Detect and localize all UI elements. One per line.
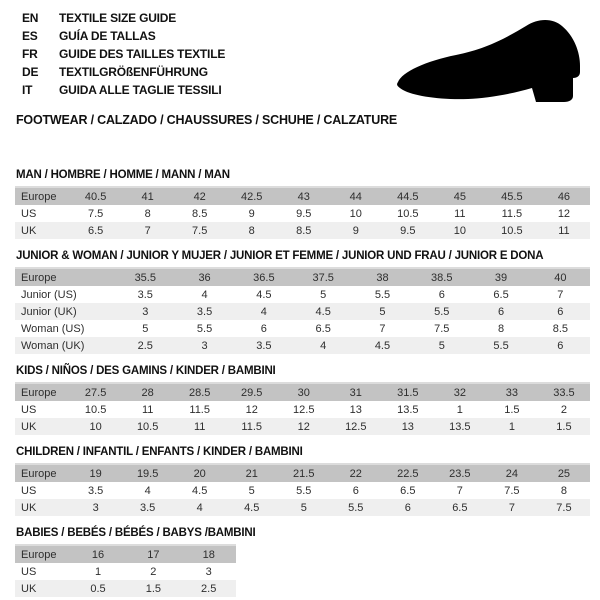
row-label: US (21, 484, 37, 497)
size-value: 31 (349, 386, 362, 399)
row-label: UK (21, 224, 37, 237)
size-value: 3.5 (137, 288, 153, 301)
size-value: 12.5 (293, 403, 315, 416)
size-value: 44.5 (397, 190, 419, 203)
language-code: EN (22, 11, 39, 25)
table-row (15, 580, 236, 597)
size-value: 6 (438, 288, 445, 301)
section-title: CHILDREN / INFANTIL / ENFANTS / KINDER / BAMBINI (16, 446, 303, 458)
size-value: 2 (150, 565, 157, 578)
size-value: 8 (560, 484, 567, 497)
language-list (22, 9, 225, 99)
row-label: Woman (US) (21, 322, 85, 335)
table-row (15, 499, 590, 516)
size-value: 4 (144, 484, 151, 497)
size-value: 5 (320, 288, 327, 301)
size-value: 12 (557, 207, 571, 220)
size-value: 4 (260, 305, 267, 318)
row-label: US (21, 207, 37, 220)
row-label: Europe (21, 548, 57, 561)
size-value: 5 (300, 501, 307, 514)
size-value: 11.5 (241, 420, 263, 433)
size-value: 8 (248, 224, 255, 237)
size-value: 3 (92, 501, 99, 514)
size-value: 46 (557, 190, 571, 203)
size-value: 11 (141, 403, 154, 416)
size-value: 31.5 (397, 386, 419, 399)
size-value: 2.5 (137, 339, 153, 352)
size-value: 17 (147, 548, 160, 561)
size-value: 23.5 (449, 467, 471, 480)
size-value: 4 (320, 339, 327, 352)
size-value: 7 (379, 322, 386, 335)
size-value: 8.5 (552, 322, 568, 335)
size-value: 2 (560, 403, 567, 416)
size-value: 7.5 (192, 224, 208, 237)
size-table (15, 186, 590, 239)
size-value: 6 (260, 322, 267, 335)
size-value: 6 (557, 339, 564, 352)
size-value: 3.5 (196, 305, 213, 318)
size-value: 10 (349, 207, 362, 220)
table-row (15, 320, 590, 337)
size-value: 11.5 (501, 207, 523, 220)
size-value: 11 (558, 224, 570, 237)
size-value: 8 (144, 207, 151, 220)
language-code: IT (22, 83, 33, 97)
size-value: 33.5 (553, 386, 575, 399)
size-value: 11 (193, 420, 206, 433)
category-line: FOOTWEAR / CALZADO / CHAUSSURES / SCHUHE / CALZATURE (16, 113, 398, 127)
size-value: 5.5 (196, 322, 213, 335)
size-value: 38.5 (431, 271, 453, 284)
size-value: 7 (557, 288, 564, 301)
size-value: 36.5 (253, 271, 275, 284)
size-value: 11.5 (189, 403, 210, 416)
size-value: 5 (248, 484, 255, 497)
size-value: 9.5 (400, 224, 416, 237)
size-value: 18 (202, 548, 215, 561)
size-value: 0.5 (90, 582, 106, 595)
table-row (15, 222, 590, 239)
size-value: 38 (376, 271, 389, 284)
size-value: 7 (508, 501, 515, 514)
size-value: 19 (89, 467, 102, 480)
size-value: 4.5 (315, 305, 331, 318)
size-value: 3.5 (140, 501, 156, 514)
size-value: 29.5 (241, 386, 263, 399)
size-value: 5 (379, 305, 386, 318)
size-value: 35.5 (134, 271, 156, 284)
row-label: Junior (UK) (21, 305, 77, 318)
size-value: 27.5 (84, 386, 107, 399)
row-label: Europe (21, 190, 57, 203)
table-row (15, 383, 590, 401)
size-value: 6.5 (400, 484, 416, 497)
size-value: 3 (201, 339, 208, 352)
size-value: 3.5 (87, 484, 104, 497)
size-value: 6.5 (87, 224, 104, 237)
size-value: 3 (142, 305, 149, 318)
size-value: 1.5 (556, 420, 572, 433)
size-value: 25 (557, 467, 571, 480)
size-value: 6.5 (315, 322, 331, 335)
size-tables (15, 169, 590, 597)
size-value: 8.5 (296, 224, 312, 237)
size-value: 4.5 (192, 484, 208, 497)
section-title: MAN / HOMBRE / HOMME / MANN / MAN (16, 169, 230, 181)
section-title: BABIES / BEBÉS / BÉBÉS / BABYS /BAMBINI (16, 527, 256, 539)
section-title: KIDS / NIÑOS / DES GAMINS / KINDER / BAMBINI (16, 365, 276, 377)
size-value: 3 (205, 565, 212, 578)
size-value: 4 (196, 501, 203, 514)
size-value: 6 (404, 501, 411, 514)
size-value: 16 (91, 548, 105, 561)
row-label: UK (21, 501, 37, 514)
size-table (15, 267, 590, 354)
size-value: 7 (456, 484, 463, 497)
table-row (15, 464, 590, 482)
size-value: 36 (198, 271, 211, 284)
size-value: 10 (89, 420, 102, 433)
language-row (22, 81, 225, 99)
dress-shoe-icon (388, 14, 588, 114)
size-section (15, 250, 590, 354)
language-row (22, 45, 225, 63)
size-value: 5.5 (434, 305, 450, 318)
language-title: GUIDE DES TAILLES TEXTILE (59, 47, 226, 61)
size-value: 10.5 (84, 403, 107, 416)
size-value: 8.5 (192, 207, 208, 220)
row-label: Europe (21, 467, 57, 480)
size-value: 5.5 (493, 339, 509, 352)
table-row (15, 205, 590, 222)
table-row (15, 286, 590, 303)
row-label: US (21, 565, 37, 578)
table-row (15, 337, 590, 354)
size-value: 1 (94, 565, 102, 578)
size-value: 7.5 (504, 484, 520, 497)
size-value: 5 (438, 339, 445, 352)
row-label: Junior (US) (21, 288, 77, 301)
size-value: 5 (142, 322, 149, 335)
size-value: 37.5 (312, 271, 334, 284)
row-label: Europe (21, 271, 57, 284)
size-value: 6 (557, 305, 564, 318)
size-value: 28 (141, 386, 154, 399)
size-value: 19.5 (136, 467, 159, 480)
size-section (15, 527, 590, 597)
size-value: 6 (497, 305, 505, 318)
section-title: JUNIOR & WOMAN / JUNIOR Y MUJER / JUNIOR ET FEMME / JUNIOR UND FRAU / JUNIOR E DONA (16, 250, 544, 262)
row-label: Woman (UK) (21, 339, 85, 352)
size-value: 22 (349, 467, 362, 480)
size-value: 30 (297, 386, 310, 399)
size-value: 32 (453, 386, 466, 399)
table-row (15, 545, 236, 563)
size-value: 44 (349, 190, 362, 203)
size-value: 4.5 (256, 288, 272, 301)
size-value: 40 (554, 271, 567, 284)
language-code: FR (22, 47, 38, 61)
size-section (15, 365, 590, 435)
language-title: TEXTILGRÖßENFÜHRUNG (59, 65, 208, 79)
language-code: ES (22, 29, 38, 43)
size-value: 10.5 (136, 420, 159, 433)
size-value: 6 (352, 484, 359, 497)
size-value: 42.5 (241, 190, 263, 203)
size-value: 7.5 (434, 322, 450, 335)
size-table (15, 463, 590, 516)
language-title: GUIDA ALLE TAGLIE TESSILI (59, 83, 222, 97)
table-row (15, 563, 236, 580)
size-value: 1.5 (145, 582, 161, 595)
size-value: 13 (401, 420, 414, 433)
size-value: 2.5 (201, 582, 217, 595)
size-value: 41 (141, 190, 154, 203)
language-title: TEXTILE SIZE GUIDE (59, 11, 177, 25)
size-value: 1 (456, 403, 463, 416)
size-value: 10.5 (501, 224, 523, 237)
size-section (15, 169, 590, 239)
language-row (22, 9, 225, 27)
row-label: Europe (21, 386, 57, 399)
table-row (15, 418, 590, 435)
size-value: 40.5 (84, 190, 107, 203)
size-table (15, 382, 590, 435)
size-value: 28.5 (188, 386, 211, 399)
size-value: 21.5 (293, 467, 315, 480)
size-value: 22.5 (397, 467, 419, 480)
size-value: 5.5 (296, 484, 312, 497)
size-value: 8 (497, 322, 505, 335)
size-value: 12.5 (345, 420, 367, 433)
size-value: 13.5 (397, 403, 419, 416)
table-row (15, 303, 590, 320)
size-value: 11 (454, 207, 466, 220)
size-value: 13 (349, 403, 362, 416)
size-value: 6.5 (452, 501, 468, 514)
size-section (15, 446, 590, 516)
size-value: 39 (494, 271, 508, 284)
size-value: 9.5 (296, 207, 312, 220)
size-value: 45 (453, 190, 466, 203)
size-value: 3.5 (256, 339, 272, 352)
size-value: 43 (297, 190, 310, 203)
size-value: 4 (201, 288, 208, 301)
table-row (15, 268, 590, 286)
size-value: 21 (245, 467, 258, 480)
size-value: 5.5 (374, 288, 391, 301)
size-value: 4.5 (374, 339, 391, 352)
table-row (15, 187, 590, 205)
table-row (15, 401, 590, 418)
size-value: 12 (245, 403, 258, 416)
size-value: 7.5 (556, 501, 572, 514)
size-value: 7 (144, 224, 151, 237)
size-value: 6.5 (493, 288, 509, 301)
size-value: 1 (508, 420, 515, 433)
row-label: UK (21, 582, 37, 595)
size-value: 33 (505, 386, 518, 399)
language-row (22, 63, 225, 81)
size-value: 7.5 (87, 207, 104, 220)
size-value: 20 (193, 467, 206, 480)
table-row (15, 482, 590, 499)
size-value: 9 (352, 224, 359, 237)
row-label: US (21, 403, 37, 416)
size-value: 13.5 (449, 420, 471, 433)
size-value: 4.5 (244, 501, 260, 514)
size-value: 12 (297, 420, 310, 433)
size-value: 10 (453, 224, 466, 237)
size-value: 5.5 (348, 501, 364, 514)
size-table (15, 544, 236, 597)
size-value: 1.5 (504, 403, 520, 416)
size-value: 10.5 (397, 207, 419, 220)
size-value: 42 (193, 190, 206, 203)
size-value: 24 (505, 467, 518, 480)
language-title: GUÍA DE TALLAS (59, 29, 156, 43)
size-value: 9 (248, 207, 255, 220)
language-code: DE (22, 65, 39, 79)
language-row (22, 27, 225, 45)
row-label: UK (21, 420, 37, 433)
size-value: 45.5 (501, 190, 523, 203)
